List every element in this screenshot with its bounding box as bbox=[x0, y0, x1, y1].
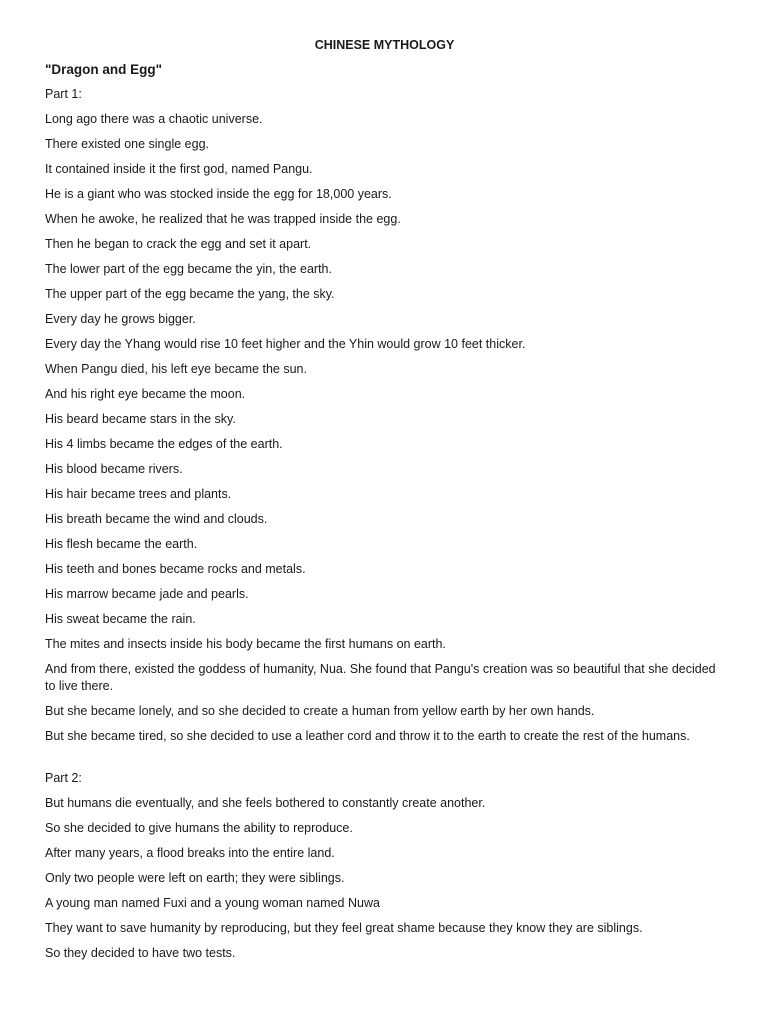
paragraph: Every day he grows bigger. bbox=[45, 312, 196, 326]
part1-body bbox=[45, 111, 724, 745]
paragraph: His hair became trees and plants. bbox=[45, 487, 232, 501]
paragraph: And from there, existed the goddess of humanity, Nua. She found that Pangu's creation was so beautiful that she decided to live there. bbox=[45, 662, 716, 693]
paragraph: Every day the Yhang would rise 10 feet higher and the Yhin would grow 10 feet thicker. bbox=[45, 337, 526, 351]
paragraph: Only two people were left on earth; they were siblings. bbox=[45, 871, 345, 885]
paragraph: It contained inside it the first god, named Pangu. bbox=[45, 162, 313, 176]
paragraph: The upper part of the egg became the yang, the sky. bbox=[45, 287, 335, 301]
paragraph: His beard became stars in the sky. bbox=[45, 412, 236, 426]
paragraph: The lower part of the egg became the yin, the earth. bbox=[45, 262, 332, 276]
paragraph: Then he began to crack the egg and set it apart. bbox=[45, 237, 312, 251]
section-spacer bbox=[45, 753, 724, 770]
paragraph: When he awoke, he realized that he was trapped inside the egg. bbox=[45, 212, 401, 226]
paragraph: So she decided to give humans the ability to reproduce. bbox=[45, 821, 353, 835]
document-title: CHINESE MYTHOLOGY bbox=[314, 38, 455, 52]
story-title: "Dragon and Egg" bbox=[45, 62, 163, 77]
paragraph: His breath became the wind and clouds. bbox=[45, 512, 268, 526]
paragraph: His flesh became the earth. bbox=[45, 537, 198, 551]
paragraph: His sweat became the rain. bbox=[45, 612, 196, 626]
paragraph: His 4 limbs became the edges of the earth. bbox=[45, 437, 283, 451]
paragraph: They want to save humanity by reproducing, but they feel great shame because they know they are siblings. bbox=[45, 921, 643, 935]
paragraph: He is a giant who was stocked inside the egg for 18,000 years. bbox=[45, 187, 392, 201]
paragraph: And his right eye became the moon. bbox=[45, 387, 246, 401]
paragraph: Long ago there was a chaotic universe. bbox=[45, 112, 263, 126]
paragraph: But she became lonely, and so she decided to create a human from yellow earth by her own hands. bbox=[45, 704, 595, 718]
paragraph: After many years, a flood breaks into the entire land. bbox=[45, 846, 335, 860]
paragraph: But she became tired, so she decided to use a leather cord and throw it to the earth to create the rest of the humans. bbox=[45, 729, 690, 743]
paragraph: His marrow became jade and pearls. bbox=[45, 587, 249, 601]
paragraph: His blood became rivers. bbox=[45, 462, 183, 476]
part2-body bbox=[45, 795, 724, 962]
part2-heading: Part 2: bbox=[45, 771, 82, 785]
paragraph: So they decided to have two tests. bbox=[45, 946, 236, 960]
paragraph: There existed one single egg. bbox=[45, 137, 209, 151]
part1-heading: Part 1: bbox=[45, 87, 82, 101]
paragraph: His teeth and bones became rocks and metals. bbox=[45, 562, 306, 576]
paragraph: When Pangu died, his left eye became the sun. bbox=[45, 362, 307, 376]
paragraph: The mites and insects inside his body became the first humans on earth. bbox=[45, 637, 446, 651]
paragraph: A young man named Fuxi and a young woman named Nuwa bbox=[45, 896, 380, 910]
paragraph: But humans die eventually, and she feels bothered to constantly create another. bbox=[45, 796, 486, 810]
